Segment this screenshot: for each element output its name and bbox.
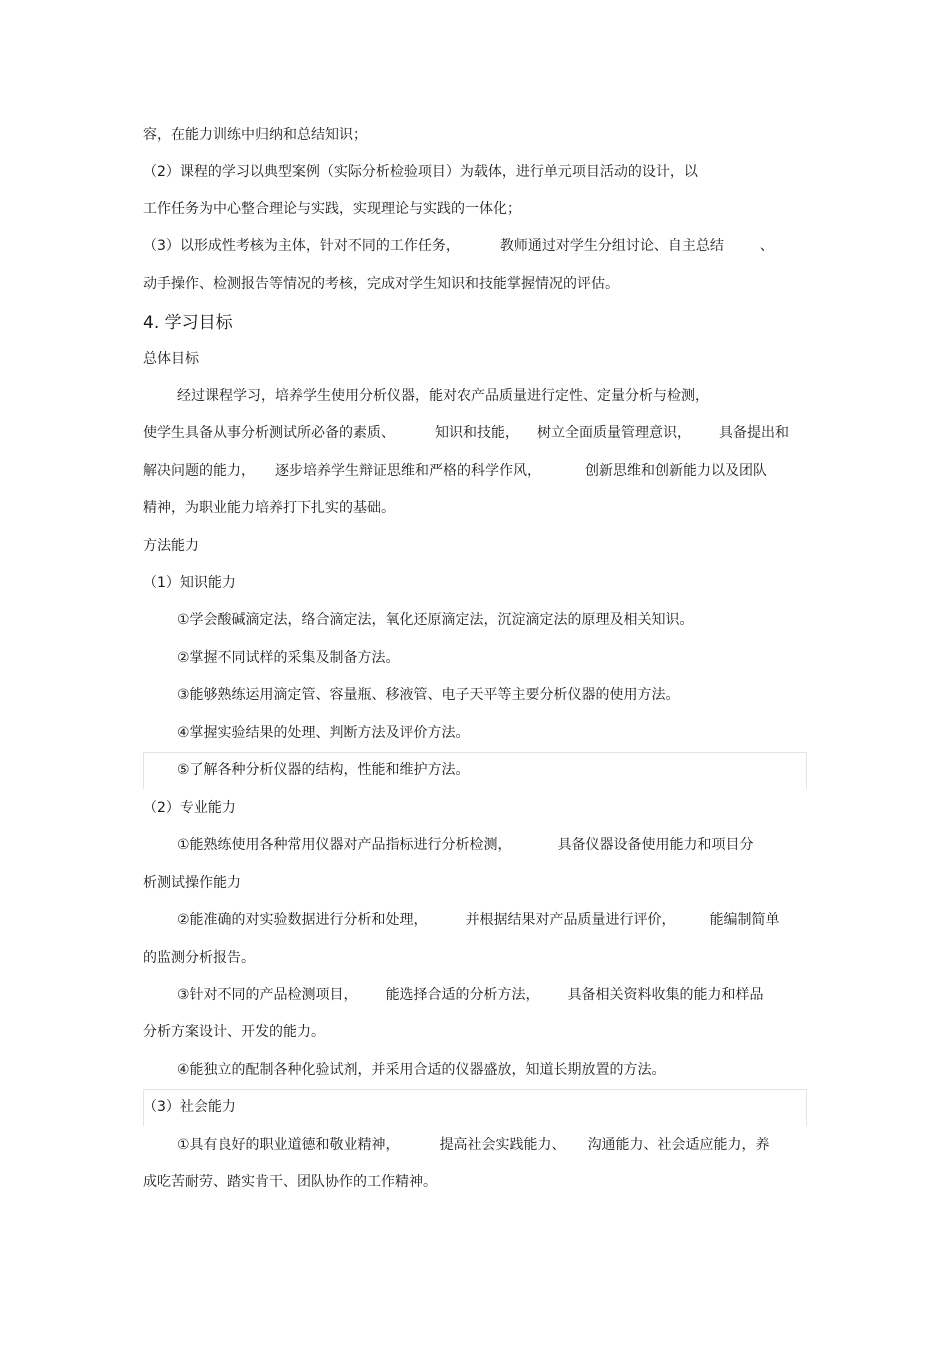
- overall-goal-line-2-part-b: 知识和技能，: [435, 425, 519, 441]
- intro-line-3: 工作任务为中心整合理论与实践，实现理论与实践的一体化；: [143, 201, 521, 217]
- divider-right-edge: [806, 752, 807, 789]
- section-title: 4. 学习目标: [143, 313, 233, 333]
- social-item-1-part-a: ①具有良好的职业道德和敬业精神，: [177, 1137, 400, 1153]
- professional-item-3-part-a: ③针对不同的产品检测项目，: [177, 987, 358, 1003]
- intro-line-2: （2）课程的学习以典型案例（实际分析检验项目）为载体，进行单元项目活动的设计，以: [143, 164, 698, 180]
- professional-item-1-cont: 析测试操作能力: [143, 875, 241, 891]
- professional-item-1-part-b: 具备仪器设备使用能力和项目分: [557, 837, 754, 853]
- intro-line-4-part-c: 、: [759, 238, 774, 254]
- overall-goal-line-2: [143, 424, 789, 442]
- overall-goal-line-2-part-a: 使学生具备从事分析测试所必备的素质、: [143, 425, 395, 441]
- knowledge-ability-label: （1）知识能力: [143, 575, 236, 591]
- overall-goal-line-1: 经过课程学习，培养学生使用分析仪器，能对农产品质量进行定性、定量分析与检测，: [177, 388, 709, 404]
- knowledge-item-3: ③能够熟练运用滴定管、容量瓶、移液管、电子天平等主要分析仪器的使用方法。: [177, 687, 680, 703]
- overall-goal-line-2-part-c: 树立全面质量管理意识，: [537, 425, 691, 441]
- overall-goal-line-2-part-d: 具备提出和: [719, 425, 789, 441]
- overall-goal-line-3-part-b: 逐步培养学生辩证思维和严格的科学作风，: [275, 463, 541, 479]
- professional-item-2-part-b: 并根据结果对产品质量进行评价，: [465, 912, 676, 928]
- knowledge-item-4: ④掌握实验结果的处理、判断方法及评价方法。: [177, 725, 470, 741]
- professional-item-2-part-c: 能编制简单: [709, 912, 780, 928]
- professional-ability-label: （2）专业能力: [143, 800, 236, 816]
- overall-goal-label: 总体目标: [143, 351, 199, 367]
- professional-item-2: [177, 911, 780, 929]
- overall-goal-line-3-part-c: 创新思维和创新能力以及团队: [585, 463, 767, 479]
- social-item-1-part-c: 沟通能力、社会适应能力，养: [587, 1137, 770, 1153]
- professional-item-2-part-a: ②能准确的对实验数据进行分析和处理，: [177, 912, 428, 928]
- overall-goal-line-3-part-a: 解决问题的能力，: [143, 463, 255, 479]
- divider-left-edge: [143, 752, 144, 789]
- professional-item-1: [177, 836, 754, 854]
- social-ability-label: （3）社会能力: [143, 1099, 236, 1115]
- professional-item-2-cont: 的监测分析报告。: [143, 950, 255, 966]
- intro-line-4-part-a: （3）以形成性考核为主体，针对不同的工作任务，: [143, 238, 460, 254]
- professional-item-3-cont: 分析方案设计、开发的能力。: [143, 1024, 325, 1040]
- professional-item-3-part-b: 能选择合适的分析方法，: [385, 987, 540, 1003]
- intro-line-1: 容，在能力训练中归纳和总结知识；: [143, 127, 367, 143]
- knowledge-item-1: ①学会酸碱滴定法，络合滴定法，氧化还原滴定法，沉淀滴定法的原理及相关知识。: [177, 612, 694, 628]
- overall-goal-line-4: 精神，为职业能力培养打下扎实的基础。: [143, 500, 395, 516]
- social-item-1: [177, 1136, 770, 1154]
- overall-goal-line-3: [143, 462, 767, 480]
- social-item-1-cont: 成吃苦耐劳、踏实肯干、团队协作的工作精神。: [143, 1174, 437, 1190]
- professional-item-3: [177, 986, 764, 1004]
- professional-item-4: ④能独立的配制各种化验试剂，并采用合适的仪器盛放，知道长期放置的方法。: [177, 1062, 666, 1078]
- professional-item-1-part-a: ①能熟练使用各种常用仪器对产品指标进行分析检测，: [177, 837, 512, 853]
- knowledge-item-5: ⑤了解各种分析仪器的结构，性能和维护方法。: [177, 762, 470, 778]
- intro-line-4-part-b: 教师通过对学生分组讨论、自主总结: [499, 238, 724, 254]
- method-ability-label: 方法能力: [143, 538, 199, 554]
- social-item-1-part-b: 提高社会实践能力、: [439, 1137, 566, 1153]
- intro-line-4: [143, 237, 774, 255]
- divider-2-right-edge: [806, 1089, 807, 1126]
- intro-line-5: 动手操作、检测报告等情况的考核，完成对学生知识和技能掌握情况的评估。: [143, 276, 619, 292]
- divider-line: [143, 752, 806, 753]
- divider-line-2: [143, 1089, 806, 1090]
- knowledge-item-2: ②掌握不同试样的采集及制备方法。: [177, 650, 400, 666]
- professional-item-3-part-c: 具备相关资料收集的能力和样品: [567, 987, 764, 1003]
